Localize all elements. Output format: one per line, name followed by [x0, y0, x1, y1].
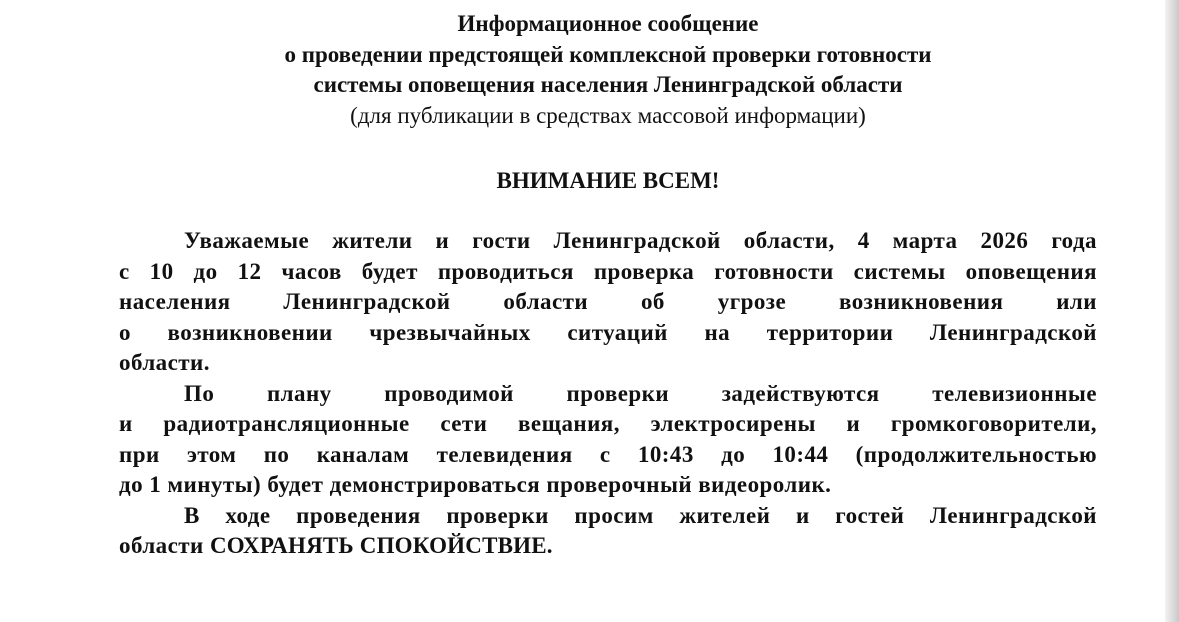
document-subtitle-line-1: о проведении предстоящей комплексной проверки готовности [284, 41, 932, 67]
paragraph-line: Уважаемые жители и гости Ленинградской области, 4 марта 2026 года [184, 228, 1097, 253]
paragraph-line: населения Ленинградской области об угрозе возникновения или [119, 289, 1097, 314]
paragraph-line: с 10 до 12 часов будет проводиться проверка готовности системы оповещения [119, 258, 1097, 284]
paragraph-line: до 1 минуты) будет демонстрироваться проверочный видеоролик. [119, 472, 832, 497]
document-title: Информационное сообщение [457, 11, 759, 36]
paragraph-line: области. [119, 350, 210, 375]
calm-emphasis: СОХРАНЯТЬ СПОКОЙСТВИЕ. [209, 533, 553, 558]
paragraph-line: о возникновении чрезвычайных ситуаций на территории Ленинградской [119, 319, 1097, 345]
paragraph-announcement [119, 226, 1097, 379]
document-body [119, 226, 1097, 562]
attention-heading: ВНИМАНИЕ ВСЕМ! [496, 168, 720, 193]
paragraph-plan [119, 379, 1097, 501]
publication-note: (для публикации в средствах массовой информации) [350, 102, 866, 128]
final-line-prefix: области [119, 533, 204, 558]
paragraph-request [119, 501, 1097, 562]
paragraph-line: В ходе проведения проверки просим жителей и гостей Ленинградской [184, 502, 1097, 528]
page-edge-shadow [1165, 0, 1179, 622]
document-subtitle-line-2: системы оповещения населения Ленинградской области [313, 72, 903, 97]
paragraph-line: и радиотрансляционные сети вещания, электросирены и громкоговорители, [119, 411, 1097, 436]
paragraph-line-final [119, 531, 1097, 562]
document-header [0, 9, 1179, 131]
paragraph-line: По плану проводимой проверки задействуются телевизионные [184, 380, 1097, 406]
paragraph-line: при этом по каналам телевидения с 10:43 до 10:44 (продолжительностью [119, 441, 1097, 467]
